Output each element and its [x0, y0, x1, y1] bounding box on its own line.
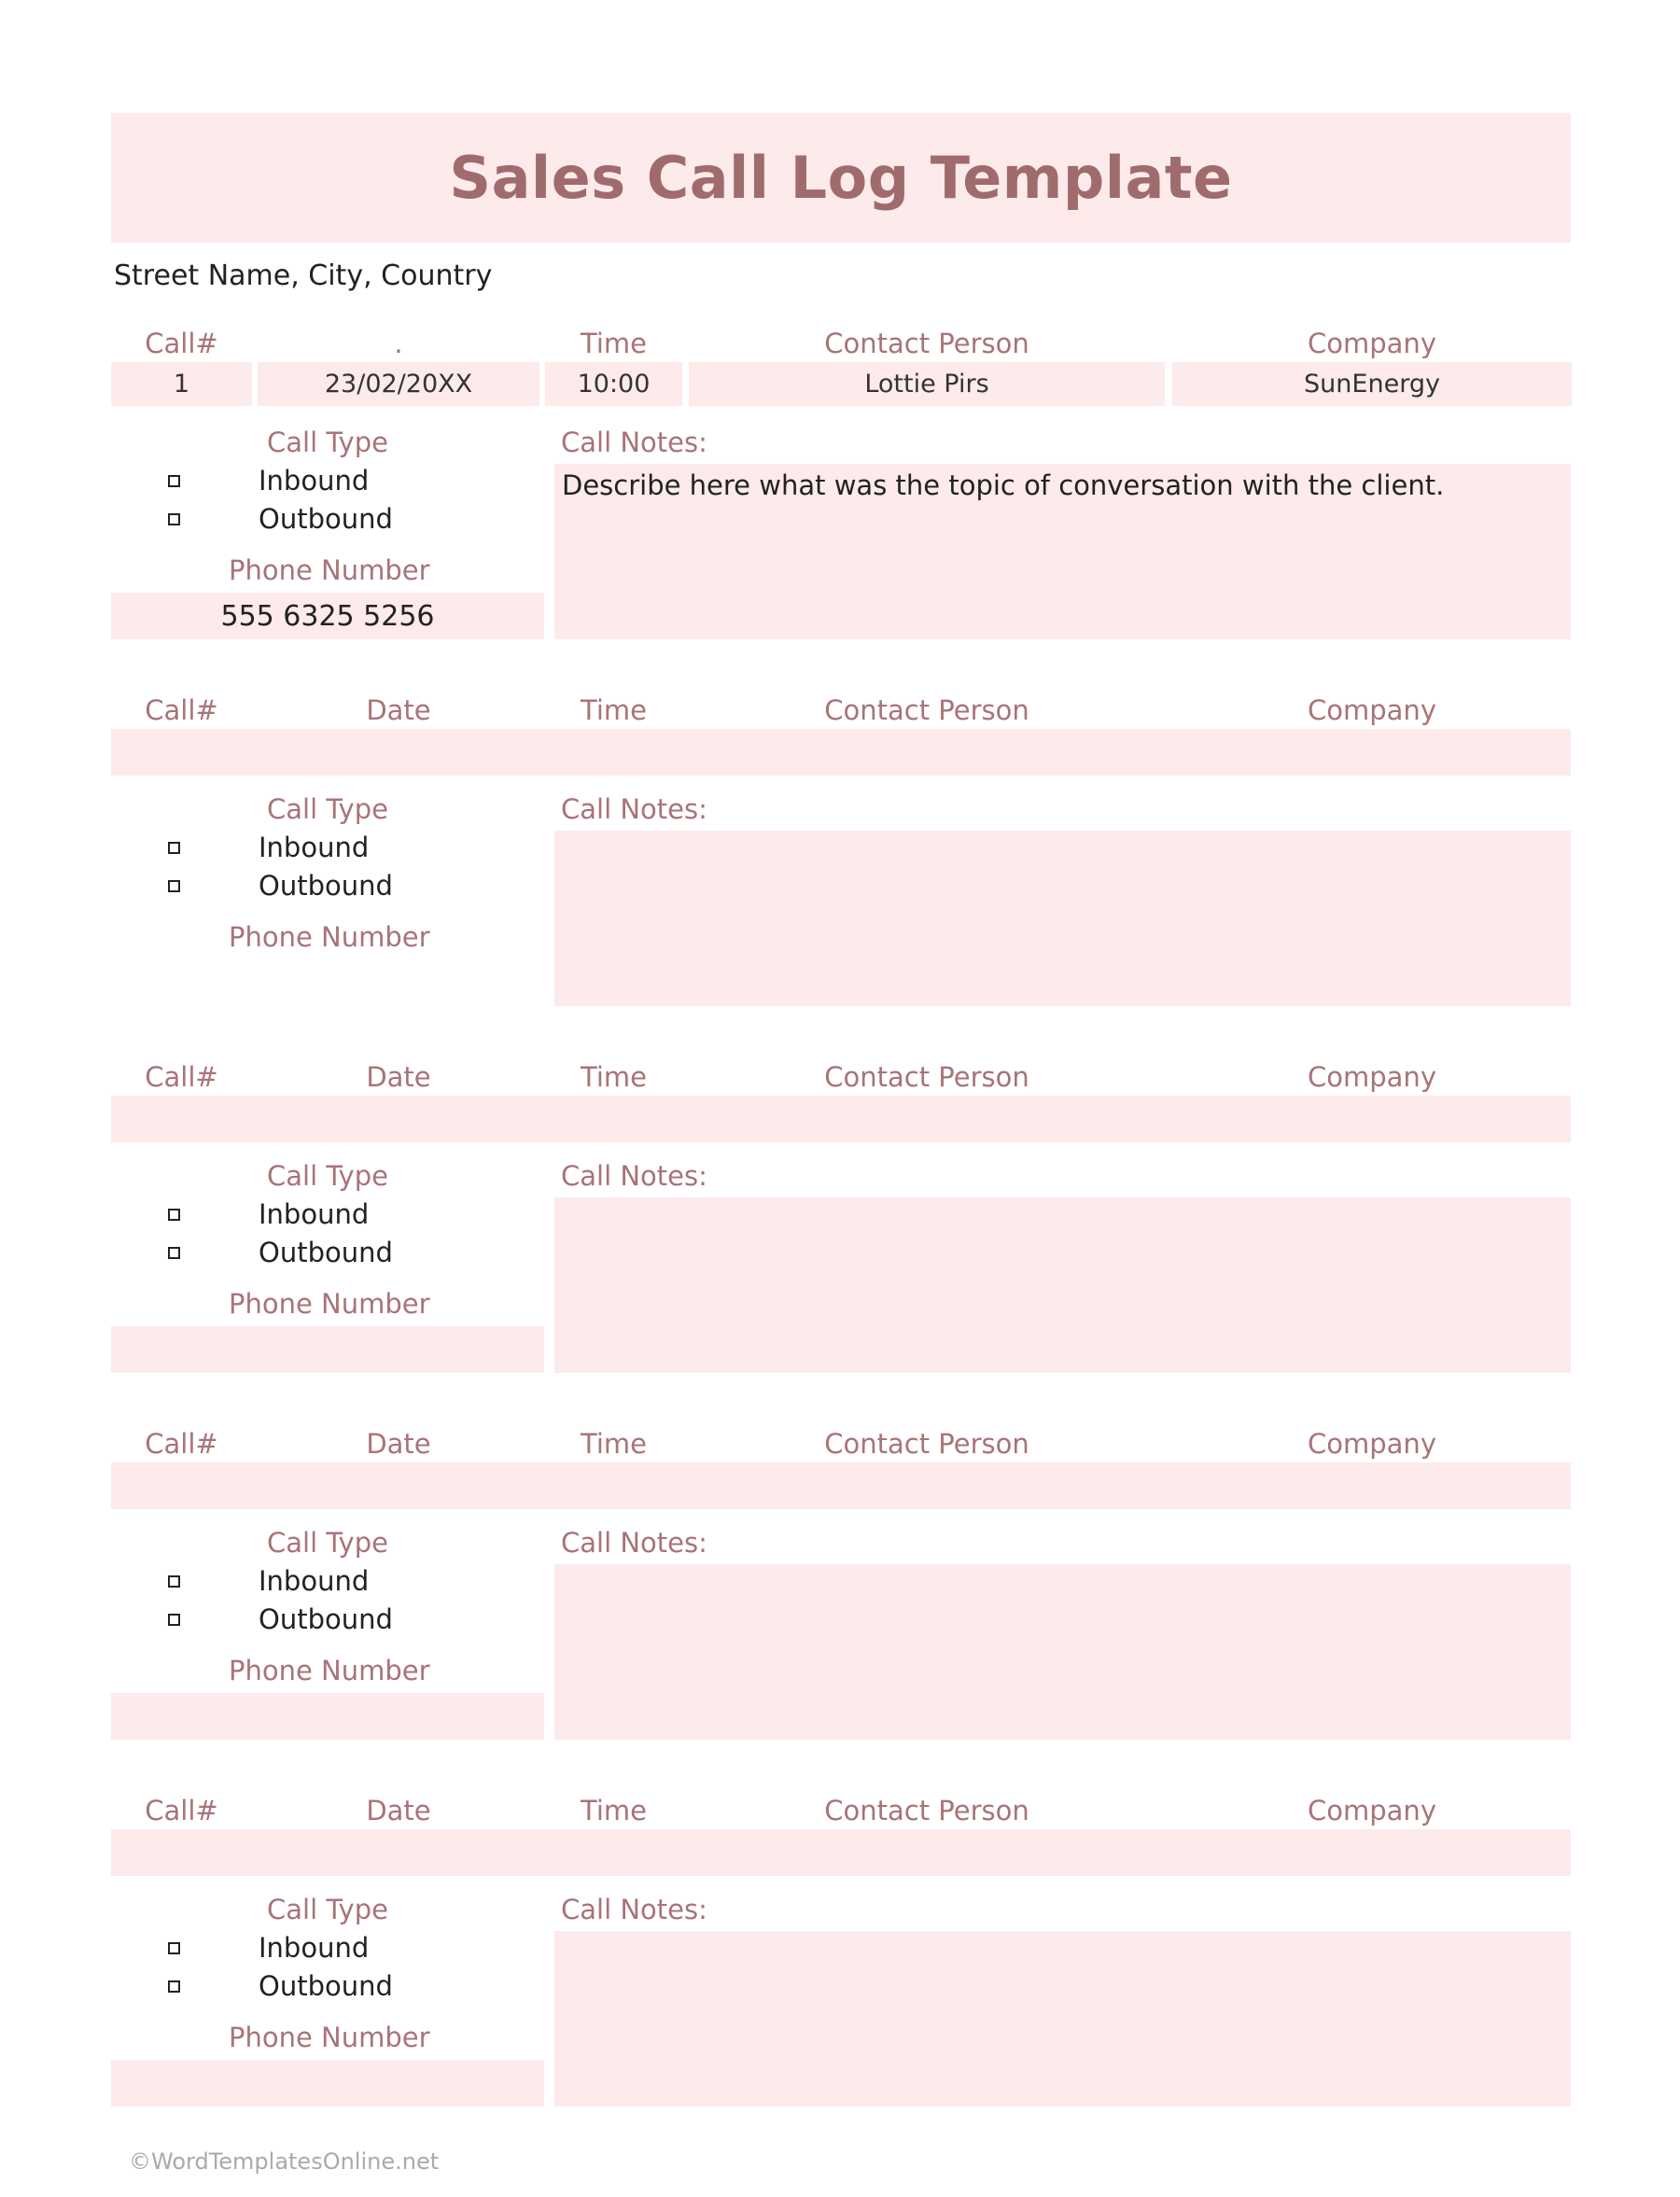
time-header: Time: [581, 1061, 647, 1093]
call-notes-label: Call Notes:: [561, 1527, 707, 1559]
inbound-checkbox[interactable]: [168, 1209, 180, 1221]
title-band: [111, 113, 1571, 243]
date-cell[interactable]: 23/02/20XX: [258, 362, 539, 406]
call-notes-label: Call Notes:: [561, 793, 707, 825]
date-header: Date: [366, 1061, 431, 1093]
outbound-checkbox[interactable]: [168, 880, 180, 892]
call-notes-label: Call Notes:: [561, 1894, 707, 1925]
date-header: .: [394, 328, 403, 359]
time-header: Time: [581, 694, 647, 726]
call-type-label: Call Type: [267, 1894, 388, 1925]
company-address: Street Name, City, Country: [114, 259, 493, 292]
outbound-checkbox[interactable]: [168, 513, 180, 525]
outbound-label: Outbound: [259, 870, 393, 902]
outbound-label: Outbound: [259, 503, 393, 535]
contact-person-header: Contact Person: [824, 694, 1029, 726]
copyright-footer: ©WordTemplatesOnline.net: [129, 2148, 440, 2175]
contact-person-header: Contact Person: [824, 1795, 1029, 1826]
call-entry-5: [0, 1792, 1680, 2119]
phone-number-field[interactable]: [111, 1693, 544, 1740]
call-type-label: Call Type: [267, 793, 388, 825]
entry-details-row[interactable]: [111, 729, 1571, 776]
time-header: Time: [581, 1795, 647, 1826]
outbound-checkbox[interactable]: [168, 1980, 180, 1993]
contact-person-header: Contact Person: [824, 1061, 1029, 1093]
contact-person-header: Contact Person: [824, 1428, 1029, 1460]
inbound-checkbox[interactable]: [168, 475, 180, 487]
call-type-label: Call Type: [267, 427, 388, 458]
call-entry-2: [0, 692, 1680, 1018]
call-number-cell[interactable]: 1: [111, 362, 252, 406]
company-header: Company: [1308, 328, 1436, 359]
company-cell[interactable]: SunEnergy: [1172, 362, 1572, 406]
entry-details-row[interactable]: [111, 1462, 1571, 1509]
phone-number-label: Phone Number: [229, 1655, 430, 1686]
call-type-label: Call Type: [267, 1160, 388, 1192]
outbound-label: Outbound: [259, 1603, 393, 1635]
call-number-header: Call#: [145, 328, 218, 359]
outbound-label: Outbound: [259, 1237, 393, 1268]
phone-number-label: Phone Number: [229, 1288, 430, 1320]
inbound-label: Inbound: [259, 1932, 370, 1964]
inbound-checkbox[interactable]: [168, 1942, 180, 1954]
page-title: Sales Call Log Template: [449, 144, 1233, 212]
call-notes-field[interactable]: Describe here what was the topic of conversation with the client.: [554, 464, 1571, 639]
call-number-header: Call#: [145, 1795, 218, 1826]
call-notes-field[interactable]: [554, 1564, 1571, 1740]
call-number-header: Call#: [145, 1061, 218, 1093]
inbound-label: Inbound: [259, 832, 370, 863]
inbound-label: Inbound: [259, 465, 370, 497]
call-notes-field[interactable]: [554, 1931, 1571, 2106]
call-entry-4: [0, 1425, 1680, 1752]
date-header: Date: [366, 1428, 431, 1460]
entry-details-row[interactable]: [111, 1829, 1571, 1876]
phone-number-label: Phone Number: [229, 554, 430, 586]
inbound-label: Inbound: [259, 1198, 370, 1230]
outbound-checkbox[interactable]: [168, 1614, 180, 1626]
phone-number-field[interactable]: [111, 1326, 544, 1373]
outbound-checkbox[interactable]: [168, 1247, 180, 1259]
outbound-label: Outbound: [259, 1970, 393, 2002]
inbound-label: Inbound: [259, 1565, 370, 1597]
call-entry-1: [0, 325, 1680, 651]
call-entry-3: [0, 1058, 1680, 1385]
company-header: Company: [1308, 694, 1436, 726]
inbound-checkbox[interactable]: [168, 842, 180, 854]
call-number-header: Call#: [145, 694, 218, 726]
call-notes-label: Call Notes:: [561, 427, 707, 458]
call-number-header: Call#: [145, 1428, 218, 1460]
company-header: Company: [1308, 1795, 1436, 1826]
contact-person-header: Contact Person: [824, 328, 1029, 359]
call-type-label: Call Type: [267, 1527, 388, 1559]
call-notes-field[interactable]: [554, 831, 1571, 1006]
phone-number-field[interactable]: [111, 2060, 544, 2106]
time-header: Time: [581, 1428, 647, 1460]
time-header: Time: [581, 328, 647, 359]
phone-number-label: Phone Number: [229, 921, 430, 953]
inbound-checkbox[interactable]: [168, 1575, 180, 1588]
entry-details-row[interactable]: [111, 1096, 1571, 1142]
time-cell[interactable]: 10:00: [545, 362, 682, 406]
date-header: Date: [366, 1795, 431, 1826]
call-notes-field[interactable]: [554, 1197, 1571, 1373]
company-header: Company: [1308, 1061, 1436, 1093]
call-notes-label: Call Notes:: [561, 1160, 707, 1192]
contact-person-cell[interactable]: Lottie Pirs: [689, 362, 1165, 406]
phone-number-label: Phone Number: [229, 2022, 430, 2053]
company-header: Company: [1308, 1428, 1436, 1460]
phone-number-field[interactable]: 555 6325 5256: [111, 593, 544, 639]
date-header: Date: [366, 694, 431, 726]
